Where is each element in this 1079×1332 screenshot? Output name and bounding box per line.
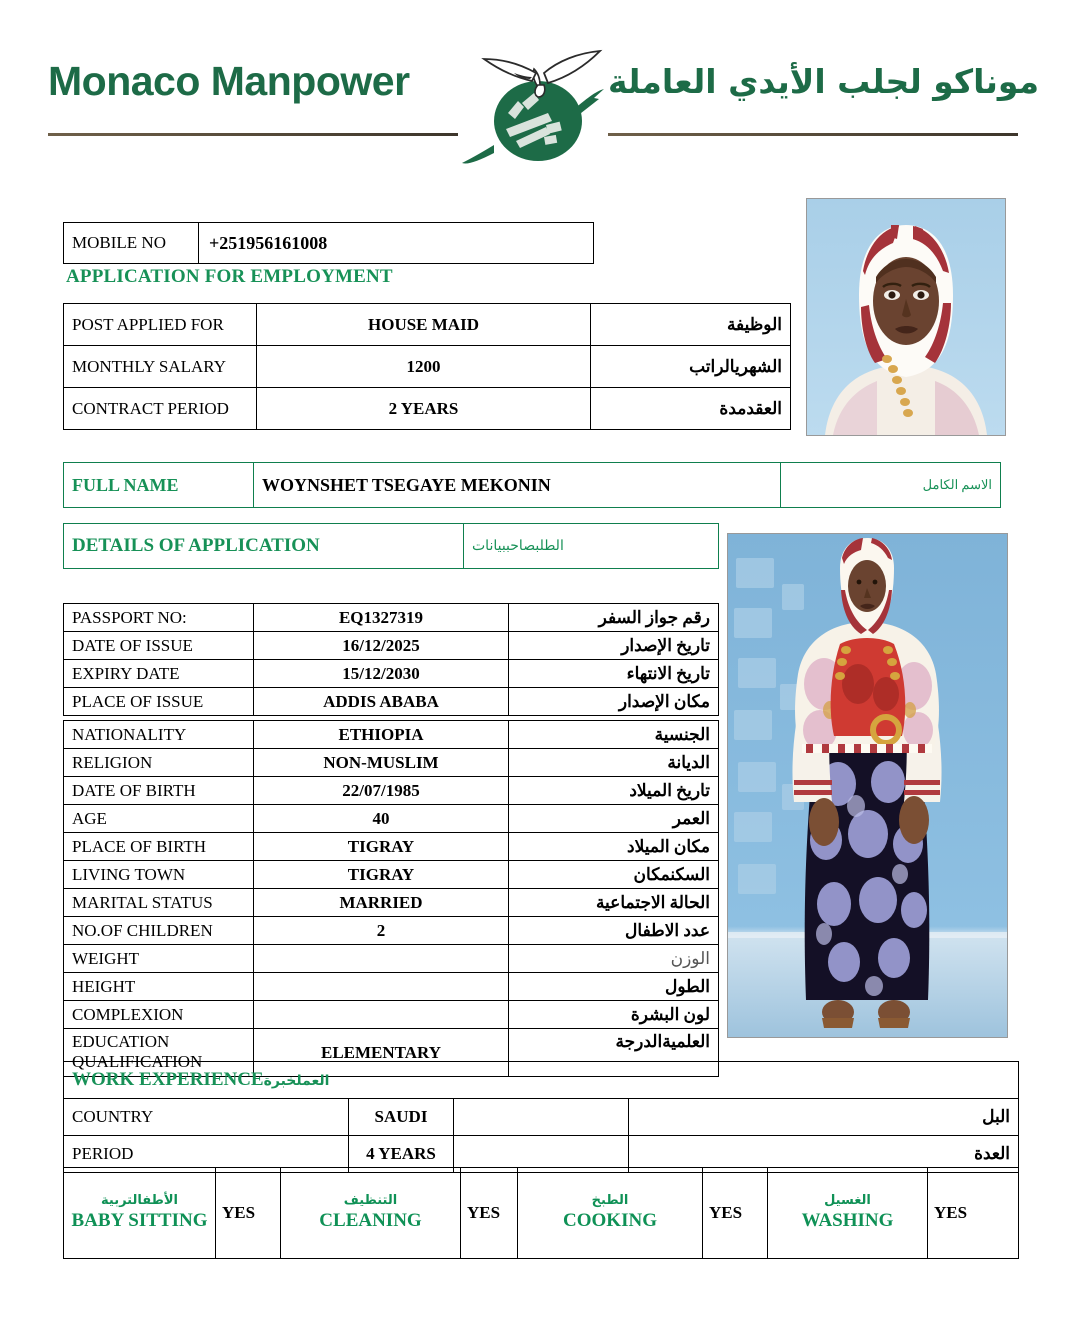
work-experience-table bbox=[63, 1061, 1019, 1173]
date-of-birth-label: DATE OF BIRTH bbox=[64, 777, 254, 805]
contract-period-arabic: العقدمدة bbox=[591, 388, 791, 430]
eagle-globe-emblem-icon bbox=[460, 25, 620, 175]
education-qualification-label: EDUCATION QUALIFICATION bbox=[64, 1029, 254, 1077]
skill-washing-english: WASHING bbox=[801, 1209, 894, 1231]
table-row bbox=[64, 346, 791, 388]
table-row bbox=[64, 660, 719, 688]
applicant-portrait-photo bbox=[806, 198, 1006, 436]
date-of-issue-value: 16/12/2025 bbox=[254, 632, 509, 660]
age-label: AGE bbox=[64, 805, 254, 833]
living-town-arabic: السكنمكان bbox=[509, 861, 719, 889]
application-for-employment-heading: APPLICATION FOR EMPLOYMENT bbox=[66, 266, 393, 287]
skill-baby-sitting-answer: YES bbox=[216, 1168, 281, 1259]
skill-washing-arabic: الغسيل bbox=[824, 1193, 871, 1209]
date-of-birth-value: 22/07/1985 bbox=[254, 777, 509, 805]
details-of-application-table bbox=[63, 523, 719, 569]
table-row bbox=[64, 889, 719, 917]
place-of-birth-arabic: مكان الميلاد bbox=[509, 833, 719, 861]
table-row bbox=[64, 973, 719, 1001]
complexion-value bbox=[254, 1001, 509, 1029]
expiry-date-value: 15/12/2030 bbox=[254, 660, 509, 688]
monthly-salary-value: 1200 bbox=[257, 346, 591, 388]
place-of-issue-value: ADDIS ABABA bbox=[254, 688, 509, 716]
work-period-value: 4 YEARS bbox=[349, 1136, 454, 1173]
skill-cleaning-english: CLEANING bbox=[319, 1209, 422, 1231]
details-of-application-arabic: الطلبصاحببيانات bbox=[464, 524, 719, 569]
mobile-no-value: +251956161008 bbox=[199, 223, 594, 264]
table-row bbox=[64, 1062, 1019, 1099]
table-row bbox=[64, 833, 719, 861]
place-of-issue-label: PLACE OF ISSUE bbox=[64, 688, 254, 716]
skill-cooking-arabic: الطبخ bbox=[591, 1193, 629, 1209]
post-details-table bbox=[63, 303, 791, 430]
table-row bbox=[64, 1001, 719, 1029]
table-row bbox=[64, 1168, 1019, 1259]
religion-value: NON-MUSLIM bbox=[254, 749, 509, 777]
skill-washing bbox=[768, 1168, 928, 1259]
contract-period-value: 2 YEARS bbox=[257, 388, 591, 430]
table-row bbox=[64, 688, 719, 716]
complexion-label: COMPLEXION bbox=[64, 1001, 254, 1029]
place-of-issue-arabic: مكان الإصدار bbox=[509, 688, 719, 716]
table-row bbox=[64, 917, 719, 945]
skill-cleaning-arabic: التنظيف bbox=[343, 1193, 398, 1209]
skill-washing-answer: YES bbox=[928, 1168, 1019, 1259]
table-row bbox=[64, 223, 594, 264]
skill-cleaning-answer: YES bbox=[461, 1168, 518, 1259]
post-applied-for-label: POST APPLIED FOR bbox=[64, 304, 257, 346]
marital-status-label: MARITAL STATUS bbox=[64, 889, 254, 917]
table-row bbox=[64, 1099, 1019, 1136]
work-experience-heading-en: WORK EXPERIENCE bbox=[72, 1069, 264, 1090]
passport-no-value: EQ1327319 bbox=[254, 604, 509, 632]
mobile-number-table bbox=[63, 222, 594, 264]
work-country-value: SAUDI bbox=[349, 1099, 454, 1136]
height-label: HEIGHT bbox=[64, 973, 254, 1001]
company-name-english: Monaco Manpower bbox=[48, 58, 410, 104]
skill-baby-sitting-arabic: الأطفالتربية bbox=[101, 1193, 178, 1209]
nationality-label: NATIONALITY bbox=[64, 721, 254, 749]
date-of-issue-arabic: تاريخ الإصدار bbox=[509, 632, 719, 660]
living-town-value: TIGRAY bbox=[254, 861, 509, 889]
religion-arabic: الديانة bbox=[509, 749, 719, 777]
marital-status-arabic: الحالة الاجتماعية bbox=[509, 889, 719, 917]
place-of-birth-label: PLACE OF BIRTH bbox=[64, 833, 254, 861]
weight-value bbox=[254, 945, 509, 973]
work-period-arabic: العدة bbox=[629, 1136, 1019, 1173]
living-town-label: LIVING TOWN bbox=[64, 861, 254, 889]
table-row bbox=[64, 861, 719, 889]
passport-no-arabic: رقم جواز السفر bbox=[509, 604, 719, 632]
full-name-arabic: الاسم الكامل bbox=[781, 463, 1001, 508]
expiry-date-label: EXPIRY DATE bbox=[64, 660, 254, 688]
full-name-table bbox=[63, 462, 1001, 508]
table-row bbox=[64, 777, 719, 805]
company-name-arabic: موناكو لجلب الأيدي العاملة bbox=[607, 62, 1039, 101]
complexion-arabic: لون البشرة bbox=[509, 1001, 719, 1029]
expiry-date-arabic: تاريخ الانتهاء bbox=[509, 660, 719, 688]
marital-status-value: MARRIED bbox=[254, 889, 509, 917]
no-of-children-label: NO.OF CHILDREN bbox=[64, 917, 254, 945]
height-arabic: الطول bbox=[509, 973, 719, 1001]
skill-baby-sitting bbox=[64, 1168, 216, 1259]
nationality-value: ETHIOPIA bbox=[254, 721, 509, 749]
table-row bbox=[64, 749, 719, 777]
header-divider-right bbox=[608, 133, 1018, 136]
full-name-label: FULL NAME bbox=[64, 463, 254, 508]
work-country-arabic: البل bbox=[629, 1099, 1019, 1136]
work-country-blank-cell bbox=[454, 1099, 629, 1136]
post-applied-for-arabic: الوظيفة bbox=[591, 304, 791, 346]
religion-label: RELIGION bbox=[64, 749, 254, 777]
no-of-children-value: 2 bbox=[254, 917, 509, 945]
education-qualification-arabic: العلميةالدرجة bbox=[509, 1029, 719, 1077]
age-arabic: العمر bbox=[509, 805, 719, 833]
skills-table bbox=[63, 1167, 1019, 1259]
skill-cleaning bbox=[281, 1168, 461, 1259]
monthly-salary-arabic: الشهريالراتب bbox=[591, 346, 791, 388]
age-value: 40 bbox=[254, 805, 509, 833]
full-name-value: WOYNSHET TSEGAYE MEKONIN bbox=[254, 463, 781, 508]
work-period-label: PERIOD bbox=[64, 1136, 349, 1173]
monthly-salary-label: MONTHLY SALARY bbox=[64, 346, 257, 388]
table-row bbox=[64, 604, 719, 632]
passport-no-label: PASSPORT NO: bbox=[64, 604, 254, 632]
document-header bbox=[0, 0, 1079, 178]
work-experience-heading bbox=[64, 1062, 1019, 1099]
table-row bbox=[64, 945, 719, 973]
education-qualification-value: ELEMENTARY bbox=[254, 1029, 509, 1077]
skill-cooking-answer: YES bbox=[703, 1168, 768, 1259]
date-of-issue-label: DATE OF ISSUE bbox=[64, 632, 254, 660]
passport-details-table bbox=[63, 603, 719, 716]
table-row bbox=[64, 632, 719, 660]
skill-baby-sitting-english: BABY SITTING bbox=[71, 1209, 208, 1231]
table-row bbox=[64, 721, 719, 749]
details-of-application-label: DETAILS OF APPLICATION bbox=[64, 524, 464, 569]
nationality-arabic: الجنسية bbox=[509, 721, 719, 749]
no-of-children-arabic: عدد الاطفال bbox=[509, 917, 719, 945]
work-country-label: COUNTRY bbox=[64, 1099, 349, 1136]
height-value bbox=[254, 973, 509, 1001]
skill-cooking bbox=[518, 1168, 703, 1259]
header-divider-left bbox=[48, 133, 458, 136]
weight-arabic: الوزن bbox=[509, 945, 719, 973]
post-applied-for-value: HOUSE MAID bbox=[257, 304, 591, 346]
mobile-no-label: MOBILE NO bbox=[64, 223, 199, 264]
date-of-birth-arabic: تاريخ الميلاد bbox=[509, 777, 719, 805]
table-row bbox=[64, 524, 719, 569]
place-of-birth-value: TIGRAY bbox=[254, 833, 509, 861]
work-experience-heading-ar: العملخبرة bbox=[263, 1073, 330, 1089]
personal-details-table bbox=[63, 720, 719, 1077]
weight-label: WEIGHT bbox=[64, 945, 254, 973]
table-row bbox=[64, 304, 791, 346]
skill-cooking-english: COOKING bbox=[563, 1209, 657, 1231]
table-row bbox=[64, 463, 1001, 508]
table-row bbox=[64, 388, 791, 430]
table-row bbox=[64, 805, 719, 833]
applicant-full-body-photo bbox=[727, 533, 1008, 1038]
contract-period-label: CONTRACT PERIOD bbox=[64, 388, 257, 430]
